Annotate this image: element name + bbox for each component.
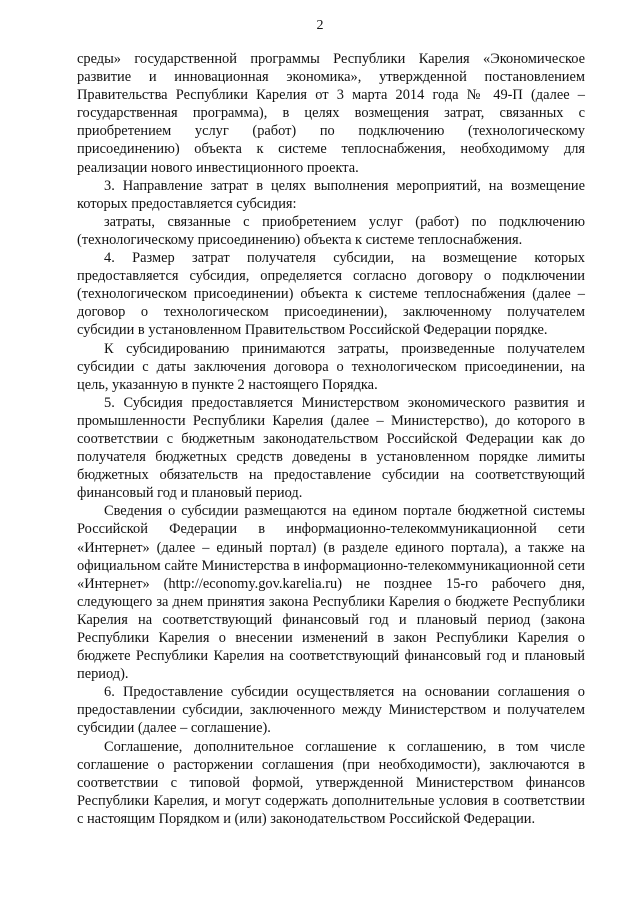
paragraph-item-3: 3. Направление затрат в целях выполнения мероприятий, на возмещение которых предоставляется субсидия:: [77, 177, 585, 212]
paragraph-item-4: 4. Размер затрат получателя субсидии, на возмещение которых предоставляется субсидия, определяется согласно договору о подключении (технологическом присоединении) объекта к системе теплоснабжения (далее – договор о технологическом присоединении), заключенному получателем субсидии в установленном Правительством Российской Федерации порядке.: [77, 250, 585, 339]
paragraph-continuation: среды» государственной программы Республики Карелия «Экономическое развитие и инновационная экономика», утвержденной постановлением Правительства Республики Карелия от 3 марта 2014 года № 49-П (далее – государственная программа), в целях возмещения затрат, связанных с приобретением услуг (работ) по подключению (технологическому присоединению) объекта к системе теплоснабжения, необходимому для реализации нового инвестиционного проекта.: [77, 51, 585, 176]
paragraph-item-6: 6. Предоставление субсидии осуществляется на основании соглашения о предоставлении субсидии, заключенного между Министерством и получателем субсидии (далее – соглашение).: [77, 684, 585, 737]
paragraph-item-6-agreement: Соглашение, дополнительное соглашение к соглашению, в том числе соглашение о расторжении соглашения (при необходимости), заключаются в соответствии с типовой формой, утвержденной Министерством финансов Республики Карелия, и могут содержать дополнительные условия в соответствии с настоящим Порядком и (или) законодательством Российской Федерации.: [77, 738, 585, 827]
page-number: 2: [316, 18, 324, 33]
paragraph-item-4-subsidizing: К субсидированию принимаются затраты, произведенные получателем субсидии с даты заключения договора о технологическом присоединении, на цель, указанную в пункте 2 настоящего Порядка.: [77, 340, 585, 393]
document-body: [77, 50, 585, 828]
paragraph-item-5: 5. Субсидия предоставляется Министерством экономического развития и промышленности Республики Карелия (далее – Министерство), до которого в соответствии с бюджетным законодательством Российской Федерации как до получателя бюджетных средств доведены в установленном порядке лимиты бюджетных обязательств на предоставление субсидии на соответствующий финансовый год и плановый период.: [77, 394, 585, 502]
paragraph-item-5-portal: Сведения о субсидии размещаются на едином портале бюджетной системы Российской Федерации в информационно-телекоммуникационной сети «Интернет» (далее – единый портал) (в разделе единого портала), а также на официальном сайте Министерства в информационно-телекоммуникационной сети «Интернет» (http://economy.gov.karelia.ru) не позднее 15-го рабочего дня, следующего за днем принятия закона Республики Карелия о бюджете Республики Карелия на соответствующий финансовый год и плановый период (закона Республики Карелия о внесении изменений в закон Республики Карелия о бюджете Республики Карелия на соответствующий финансовый год и плановый период).: [77, 503, 585, 683]
paragraph-item-3-costs: затраты, связанные с приобретением услуг (работ) по подключению (технологическому присоединению) объекта к системе теплоснабжения.: [77, 213, 585, 248]
